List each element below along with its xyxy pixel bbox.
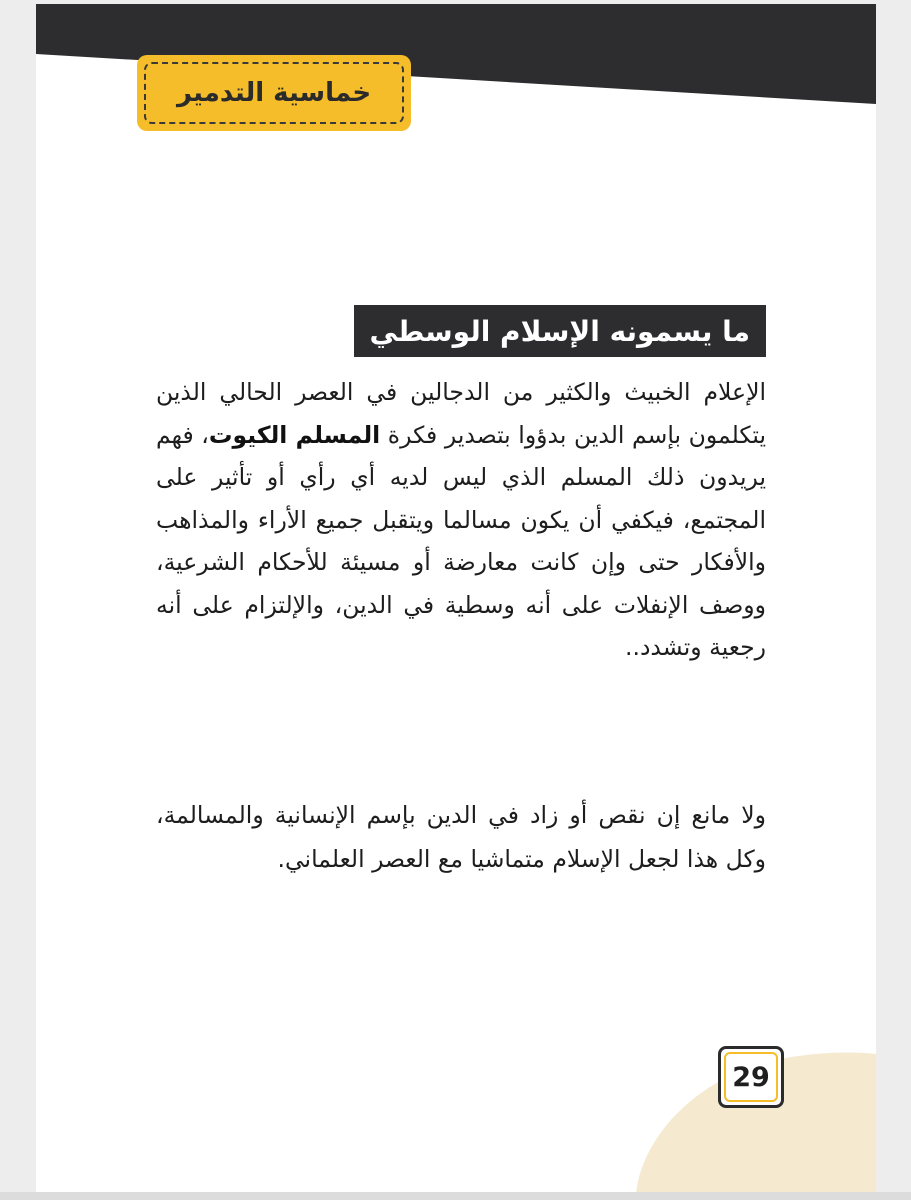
series-badge-border [144, 62, 404, 124]
paragraph-1-text-start: الإعلام الخبيث والكثير من الدجالين في العصر الحالي الذين يتكلمون بإسم الدين بدؤوا بتصدير فكرة [156, 378, 766, 449]
section-heading: ما يسمونه الإسلام الوسطي [369, 314, 750, 348]
paragraph-1 [156, 371, 766, 669]
book-page [36, 4, 876, 1194]
paragraph-1-bold-phrase: المسلم الكيوت [208, 420, 381, 449]
series-title: خماسية التدمير [176, 78, 372, 108]
page-number: 29 [732, 1061, 770, 1093]
paragraph-2: ولا مانع إن نقص أو زاد في الدين بإسم الإنسانية والمسالمة، وكل هذا لجعل الإسلام متماشيا مع العصر العلماني. [156, 801, 766, 873]
series-badge [137, 55, 411, 131]
page-bottom-edge [0, 1192, 911, 1200]
page-number-badge [718, 1046, 784, 1108]
paragraph-1-text-end: ، فهم يريدون ذلك المسلم الذي ليس لديه أي رأي أو تأثير على المجتمع، فيكفي أن يكون مسالما ويتقبل جميع الأراء والمذاهب والأفكار حتى وإن كانت معارضة أو مسيئة للأحكام الشرعية، ووصف الإنفلات على أنه وسطية في الدين، والإلتزام على أنه رجعية وتشدد.. [156, 420, 766, 661]
section-heading-bar [354, 305, 767, 357]
